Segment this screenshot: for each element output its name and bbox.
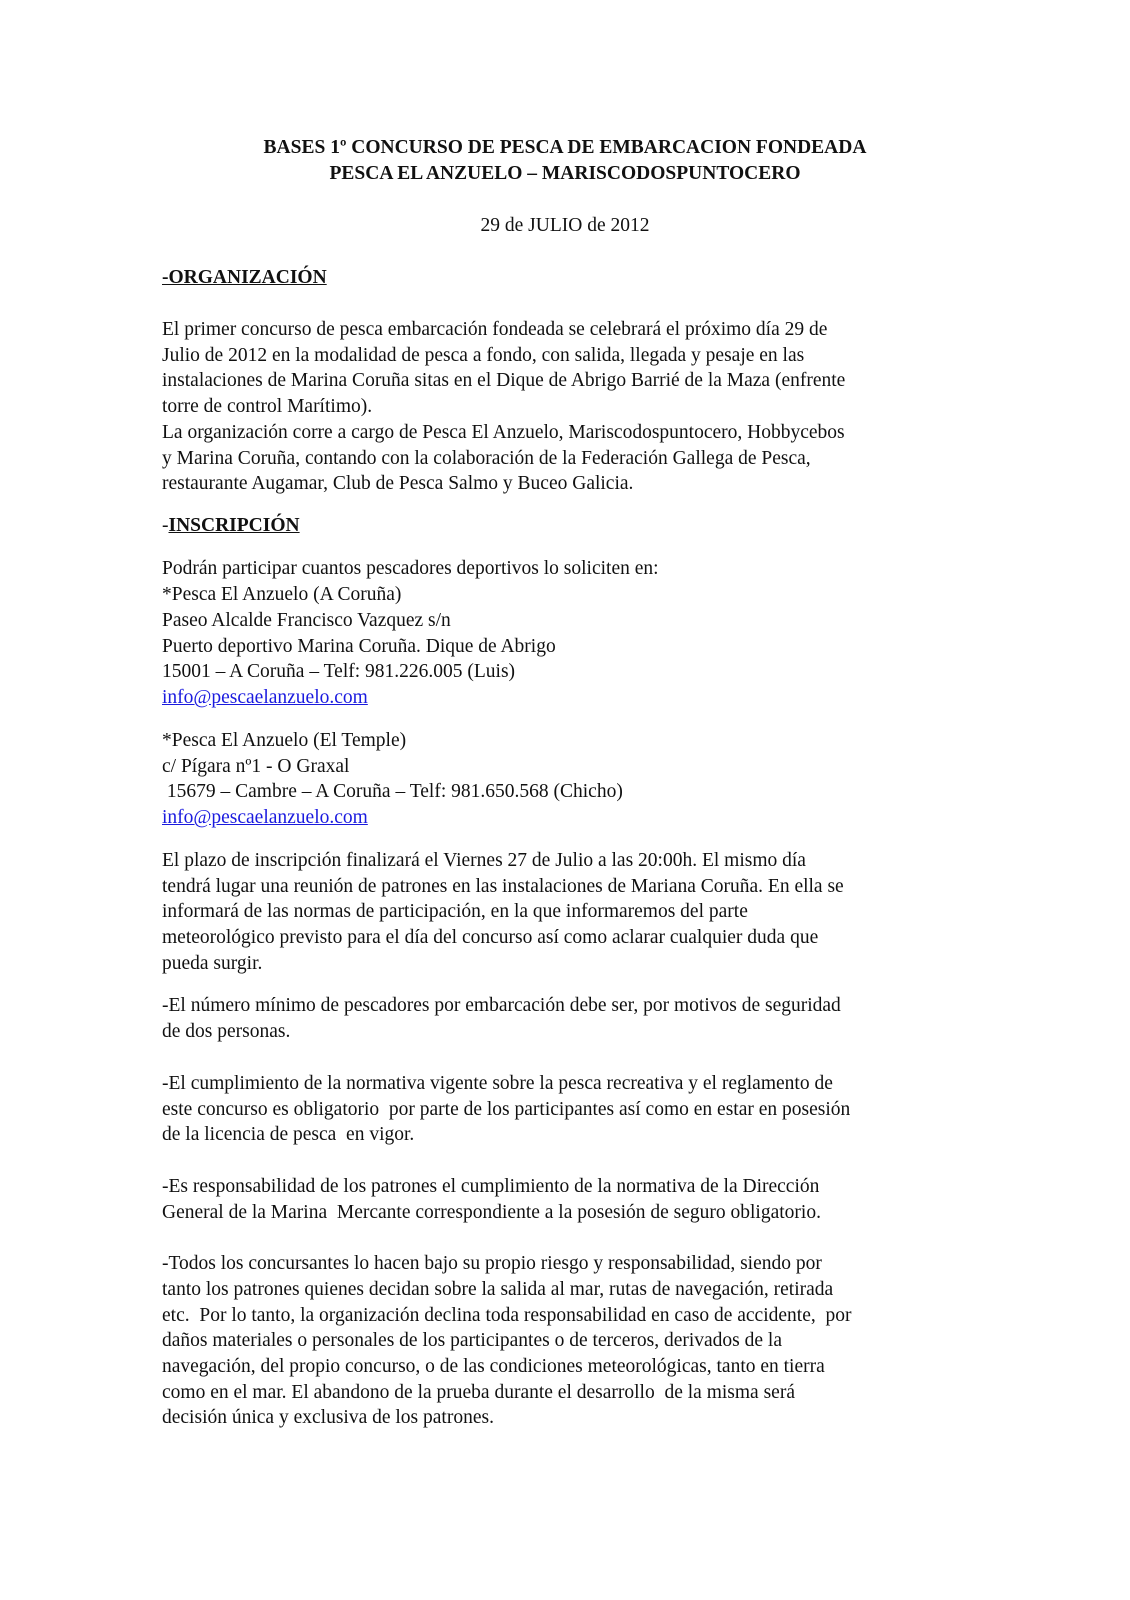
responsabilidad-line: General de la Marina Mercante correspondiente a la posesión de seguro obligatorio. xyxy=(162,1202,821,1223)
shop2-address-line: c/ Pígara nº1 - O Graxal xyxy=(162,756,350,777)
normativa-line: este concurso es obligatorio por parte de los participantes así como en estar en posesión xyxy=(162,1099,851,1120)
plazo-line: tendrá lugar una reunión de patrones en las instalaciones de Mariana Coruña. En ella se xyxy=(162,876,844,897)
riesgo-line: navegación, del propio concurso, o de las condiciones meteorológicas, tanto en tierra xyxy=(162,1356,825,1377)
responsabilidad-line: -Es responsabilidad de los patrones el cumplimiento de la normativa de la Dirección xyxy=(162,1176,820,1197)
organizacion-line: restaurante Augamar, Club de Pesca Salmo y Buceo Galicia. xyxy=(162,473,634,494)
plazo-line: informará de las normas de participación, en la que informaremos del parte xyxy=(162,901,748,922)
plazo-line: El plazo de inscripción finalizará el Viernes 27 de Julio a las 20:00h. El mismo día xyxy=(162,850,806,871)
shop2-name: *Pesca El Anzuelo (El Temple) xyxy=(162,730,407,751)
shop2-address-line: 15679 – Cambre – A Coruña – Telf: 981.650.568 (Chicho) xyxy=(162,781,623,802)
plazo-line: meteorológico previsto para el día del concurso así como aclarar cualquier duda que xyxy=(162,927,819,948)
riesgo-line: como en el mar. El abandono de la prueba durante el desarrollo de la misma será xyxy=(162,1382,795,1403)
heading-inscripcion-label: INSCRIPCIÓN xyxy=(168,515,300,536)
organizacion-line: El primer concurso de pesca embarcación fondeada se celebrará el próximo día 29 de xyxy=(162,319,828,340)
title-line-2: PESCA EL ANZUELO – MARISCODOSPUNTOCERO xyxy=(329,163,801,184)
riesgo-line: decisión única y exclusiva de los patrones. xyxy=(162,1407,494,1428)
riesgo-line: -Todos los concursantes lo hacen bajo su propio riesgo y responsabilidad, siendo por xyxy=(162,1253,822,1274)
title-line-1: BASES 1º CONCURSO DE PESCA DE EMBARCACION FONDEADA xyxy=(263,137,867,158)
shop1-address-line: 15001 – A Coruña – Telf: 981.226.005 (Luis) xyxy=(162,661,516,682)
organizacion-line: instalaciones de Marina Coruña sitas en el Dique de Abrigo Barrié de la Maza (enfrente xyxy=(162,370,846,391)
normativa-line: -El cumplimiento de la normativa vigente sobre la pesca recreativa y el reglamento de xyxy=(162,1073,833,1094)
shop2-email-link[interactable]: info@pescaelanzuelo.com xyxy=(162,807,368,828)
riesgo-line: etc. Por lo tanto, la organización declina toda responsabilidad en caso de accidente, por xyxy=(162,1305,852,1326)
heading-organizacion: -ORGANIZACIÓN xyxy=(162,267,327,288)
minimo-line: -El número mínimo de pescadores por embarcación debe ser, por motivos de seguridad xyxy=(162,995,841,1016)
inscripcion-intro: Podrán participar cuantos pescadores deportivos lo soliciten en: xyxy=(162,558,659,579)
shop1-email-link[interactable]: info@pescaelanzuelo.com xyxy=(162,687,368,708)
event-date: 29 de JULIO de 2012 xyxy=(480,215,650,236)
organizacion-line: torre de control Marítimo). xyxy=(162,396,373,417)
minimo-line: de dos personas. xyxy=(162,1021,291,1042)
riesgo-line: daños materiales o personales de los participantes o de terceros, derivados de la xyxy=(162,1330,782,1351)
organizacion-line: y Marina Coruña, contando con la colaboración de la Federación Gallega de Pesca, xyxy=(162,448,811,469)
plazo-line: pueda surgir. xyxy=(162,953,263,974)
shop1-address-line: Puerto deportivo Marina Coruña. Dique de Abrigo xyxy=(162,636,556,657)
organizacion-line: La organización corre a cargo de Pesca El Anzuelo, Mariscodospuntocero, Hobbycebos xyxy=(162,422,845,443)
riesgo-line: tanto los patrones quienes decidan sobre la salida al mar, rutas de navegación, retirada xyxy=(162,1279,834,1300)
shop1-name: *Pesca El Anzuelo (A Coruña) xyxy=(162,584,402,605)
normativa-line: de la licencia de pesca en vigor. xyxy=(162,1124,415,1145)
organizacion-line: Julio de 2012 en la modalidad de pesca a fondo, con salida, llegada y pesaje en las xyxy=(162,345,805,366)
shop1-address-line: Paseo Alcalde Francisco Vazquez s/n xyxy=(162,610,451,631)
heading-prefix: - xyxy=(162,515,169,536)
heading-inscripcion xyxy=(162,513,300,539)
